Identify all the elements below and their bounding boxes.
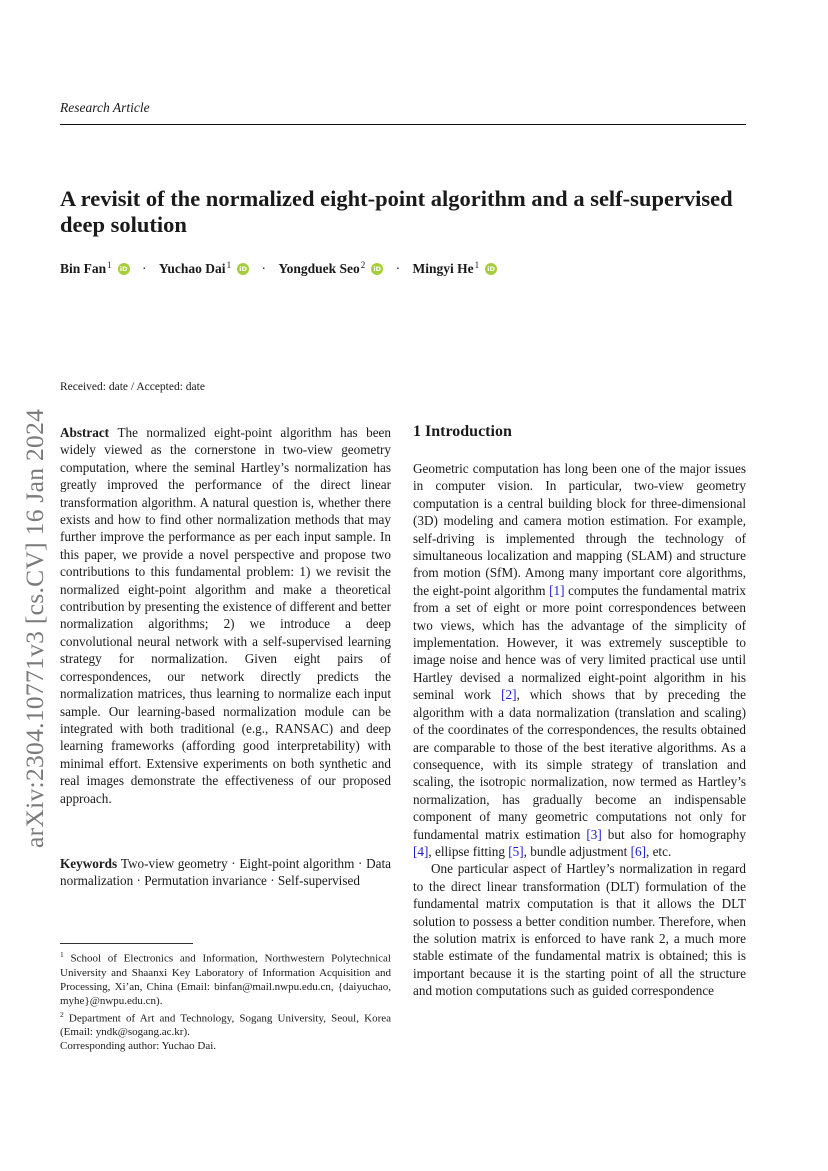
text-run: , ellipse fitting — [428, 843, 509, 859]
text-run: , which shows that by preceding the algorithm with a data normalization (translation and scaling) of the coordinates of the correspondences, the results obtained are comparable to those of the best iterative algorithms. As a consequence, with its simple strategy of translation and scaling, the isotropic normalization, now termed as Hartley’s normalization, has gradually become an indispensable component of many geometric computations not only for fundamental matrix estimation — [413, 687, 746, 842]
affiliation-mark: 1 — [107, 260, 112, 270]
author-2 — [159, 261, 249, 277]
affiliation-mark: 1 — [474, 260, 480, 270]
orcid-icon[interactable]: iD — [371, 263, 383, 275]
citation-link[interactable]: [4] — [413, 843, 429, 859]
author-1 — [60, 261, 130, 277]
affiliation-mark: 1 — [226, 260, 232, 270]
text-run: Geometric computation has long been one of the major issues in computer vision. In particular, two-view geometry computation is a central building block for three-dimensional (3D) modeling and camera motion estimation. For example, self-driving is implemented through the technology of simultaneous localization and mapping (SLAM) and structure from motion (SfM). Among many important core algorithms, the eight-point algorithm — [413, 461, 746, 598]
footnote-2 — [60, 1008, 391, 1040]
section-title: Introduction — [425, 423, 512, 440]
text-run: but also for homography — [601, 826, 746, 842]
author-list — [60, 261, 497, 277]
running-head: Research Article — [60, 100, 150, 115]
orcid-icon[interactable]: iD — [237, 263, 249, 275]
orcid-icon[interactable]: iD — [118, 263, 130, 275]
author-separator: · — [142, 261, 147, 276]
author-separator: · — [261, 261, 266, 276]
abstract-heading: Abstract — [60, 425, 110, 440]
footnote-text: School of Electronics and Information, Northwestern Polytechnical University and Shaanxi Key Laboratory of Information Acquisition and Processing, Xi’an, China (Email: binfan@mail.nwpu.edu.cn, {daiyuchao, myhe}@nwpu.edu.cn). — [60, 952, 391, 1007]
corresponding-author: Corresponding author: Yuchao Dai. — [60, 1040, 217, 1053]
text-run: , etc. — [645, 843, 672, 859]
paragraph: One particular aspect of Hartley’s normalization in regard to the direct linear transformation (DLT) formulation of the fundamental matrix computation is that it allows the DLT solution to possess a better condition number. Therefore, when the solution matrix is enforced to have rank 2, a much more stable estimate of the fundamental matrix is obtained; this is important because it is the starting point of all the structure and motion computations such as guided correspondence — [413, 861, 746, 999]
received-accepted-dates: Received: date / Accepted: date — [60, 381, 205, 393]
keywords-text: Two-view geometry · Eight-point algorithm · Data normalization · Permutation invariance · Self-supervised — [60, 856, 392, 889]
affiliation-mark: 2 — [360, 260, 366, 270]
author-4 — [412, 261, 497, 277]
arxiv-identifier: arXiv:2304.10771v3 [cs.CV] 16 Jan 2024 — [20, 408, 49, 848]
abstract-text: The normalized eight-point algorithm has been widely viewed as the cornerstone in two-view geometry computation, where the seminal Hartley’s normalization has greatly improved the performance of the direct linear transformation algorithm. A natural question is, whether there exists and how to find other normalization methods that may further improve the performance as per each input sample. In this paper, we provide a novel perspective and propose two contributions to this fundamental problem: 1) we revisit the normalized eight-point algorithm and make a theoretical contribution by presenting the existence of different and better normalization algorithms; 2) we introduce a deep convolutional neural network with a self-supervised learning strategy for normalization. Given eight pairs of correspondences, our network directly predicts the normalization matrices, thus learning to normalize each input sample. Our learning-based normalization module can be integrated with both traditional (e.g., RANSAC) and deep learning frameworks (affording good interpretability) with minimal effort. Extensive experiments on both synthetic and real images demonstrate the effectiveness of our proposed approach. — [60, 425, 391, 806]
citation-link[interactable]: [2] — [501, 687, 517, 703]
orcid-icon[interactable]: iD — [485, 263, 497, 275]
author-name: Mingyi He — [412, 261, 474, 276]
footnote-rule — [60, 943, 193, 944]
text-run: computes the fundamental matrix from a set of eight or more point correspondences between two views, which has the advantage of the simplicity of implementation. However, it was extremely susceptible to image noise and hence was of very limited practical use until Hartley devised a normalized eight-point algorithm in his seminal work — [413, 582, 746, 703]
citation-link[interactable]: [1] — [549, 582, 565, 598]
footnotes — [60, 948, 391, 1053]
author-name: Bin Fan — [60, 261, 107, 276]
author-separator: · — [395, 261, 401, 276]
section-number: 1 — [413, 423, 421, 440]
citation-link[interactable]: [3] — [586, 826, 602, 842]
footnote-1 — [60, 948, 391, 1008]
paragraph — [413, 460, 746, 860]
author-name: Yongduek Seo — [278, 261, 360, 276]
abstract — [60, 424, 391, 807]
footnote-mark: 1 — [60, 950, 64, 959]
citation-link[interactable]: [6] — [630, 843, 646, 859]
introduction-text — [413, 460, 746, 1000]
section-heading — [413, 423, 512, 441]
text-run: , bundle adjustment — [523, 843, 631, 859]
author-3 — [278, 261, 383, 277]
footnote-text: Department of Art and Technology, Sogang University, Seoul, Korea (Email: yndk@sogang.ac.kr). — [60, 1012, 391, 1039]
keywords — [60, 855, 391, 890]
footnote-mark: 2 — [60, 1009, 64, 1019]
author-name: Yuchao Dai — [158, 261, 226, 276]
header-rule — [60, 124, 746, 125]
citation-link[interactable]: [5] — [508, 843, 524, 859]
keywords-heading: Keywords — [60, 856, 118, 871]
paper-title: A revisit of the normalized eight-point algorithm and a self-supervised deep solution — [60, 186, 733, 237]
